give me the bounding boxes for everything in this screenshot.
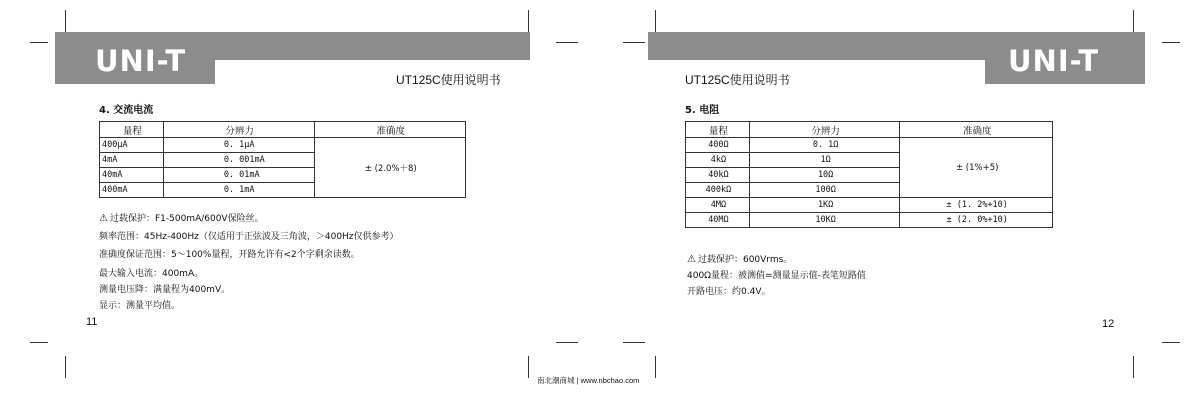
- brand-logo: UNI-T: [1008, 44, 1100, 78]
- section-title: 5. 电阻: [685, 105, 720, 116]
- cell-range: 40mA: [100, 168, 164, 183]
- cell-resolution: 1Ω: [749, 153, 900, 168]
- note-max-current: 最大输入电流：400mA。: [99, 269, 204, 279]
- header-range: 量程: [100, 122, 164, 138]
- crop-mark: [30, 42, 48, 43]
- cell-range: 4mA: [100, 153, 164, 168]
- header-range: 量程: [686, 122, 750, 138]
- note-frequency: 频率范围：45Hz-400Hz（仅适用于正弦波及三角波，＞400Hz仅供参考）: [99, 232, 399, 242]
- warning-triangle-icon: ⚠: [687, 254, 696, 265]
- cell-range: 4kΩ: [686, 153, 750, 168]
- page-number: 11: [86, 316, 98, 328]
- table-row: [100, 138, 466, 153]
- note-open-voltage: 开路电压：约0.4V。: [687, 287, 771, 297]
- cell-resolution: 10KΩ: [749, 213, 900, 228]
- header-resolution: 分辨力: [749, 122, 900, 138]
- cell-range: 400mA: [100, 183, 164, 198]
- crop-mark: [623, 42, 645, 43]
- header-accuracy: 准确度: [314, 122, 465, 138]
- cell-resolution: 10Ω: [749, 168, 900, 183]
- cell-accuracy: ± (1%+5): [900, 138, 1053, 198]
- cell-resolution: 1KΩ: [749, 198, 900, 213]
- cell-resolution: 0. 1μA: [163, 138, 314, 153]
- section-title: 4. 交流电流: [99, 105, 154, 116]
- header-resolution: 分辨力: [163, 122, 314, 138]
- doc-title: UT125C使用说明书: [685, 73, 790, 87]
- crop-mark: [528, 356, 529, 378]
- note-overload: ⚠ 过载保护：600Vrms。: [687, 254, 793, 265]
- cell-range: 400Ω: [686, 138, 750, 153]
- note-voltage-drop: 测量电压降：满量程为400mV。: [99, 285, 231, 295]
- cell-accuracy: ± (1. 2%+10): [900, 198, 1053, 213]
- footer-watermark: 南北潮商城 | www.nbchao.com: [537, 376, 640, 385]
- crop-mark: [65, 10, 66, 34]
- table-row: [686, 198, 1053, 213]
- note-400ohm-range: 400Ω量程：被测值=测量显示值-表笔短路值: [687, 271, 866, 281]
- crop-mark: [556, 42, 578, 43]
- table-row: [686, 213, 1053, 228]
- crop-mark: [655, 10, 656, 34]
- crop-mark: [655, 356, 656, 378]
- crop-mark: [623, 342, 645, 343]
- table-row: [686, 138, 1053, 153]
- resistance-spec-table: [685, 121, 1053, 228]
- cell-resolution: 0. 01mA: [163, 168, 314, 183]
- warning-triangle-icon: ⚠: [99, 213, 108, 224]
- cell-range: 40kΩ: [686, 168, 750, 183]
- crop-mark: [1133, 10, 1134, 34]
- cell-resolution: 100Ω: [749, 183, 900, 198]
- cell-resolution: 0. 001mA: [163, 153, 314, 168]
- cell-range: 400μA: [100, 138, 164, 153]
- crop-mark: [1162, 42, 1180, 43]
- table-header-row: [100, 122, 466, 138]
- crop-mark: [1133, 356, 1134, 378]
- header-accuracy: 准确度: [900, 122, 1053, 138]
- note-overload: ⚠ 过载保护：F1-500mA/600V保险丝。: [99, 213, 264, 224]
- crop-mark: [30, 342, 48, 343]
- cell-range: 40MΩ: [686, 213, 750, 228]
- note-display: 显示：测量平均值。: [99, 301, 181, 311]
- crop-mark: [528, 10, 529, 34]
- page-number: 12: [1102, 318, 1115, 330]
- crop-mark: [556, 342, 578, 343]
- cell-resolution: 0. 1mA: [163, 183, 314, 198]
- brand-logo: UNI-T: [95, 44, 187, 78]
- cell-range: 400kΩ: [686, 183, 750, 198]
- cell-accuracy: ± (2. 0%+10): [900, 213, 1053, 228]
- crop-mark: [65, 356, 66, 378]
- cell-range: 4MΩ: [686, 198, 750, 213]
- ac-current-spec-table: [99, 121, 466, 198]
- cell-resolution: 0. 1Ω: [749, 138, 900, 153]
- table-header-row: [686, 122, 1053, 138]
- note-accuracy-range: 准确度保证范围：5～100%量程，开路允许有<2个字剩余读数。: [99, 250, 360, 260]
- crop-mark: [1162, 342, 1180, 343]
- cell-accuracy: ± (2.0%＋8): [314, 138, 465, 198]
- doc-title: UT125C使用说明书: [396, 73, 501, 87]
